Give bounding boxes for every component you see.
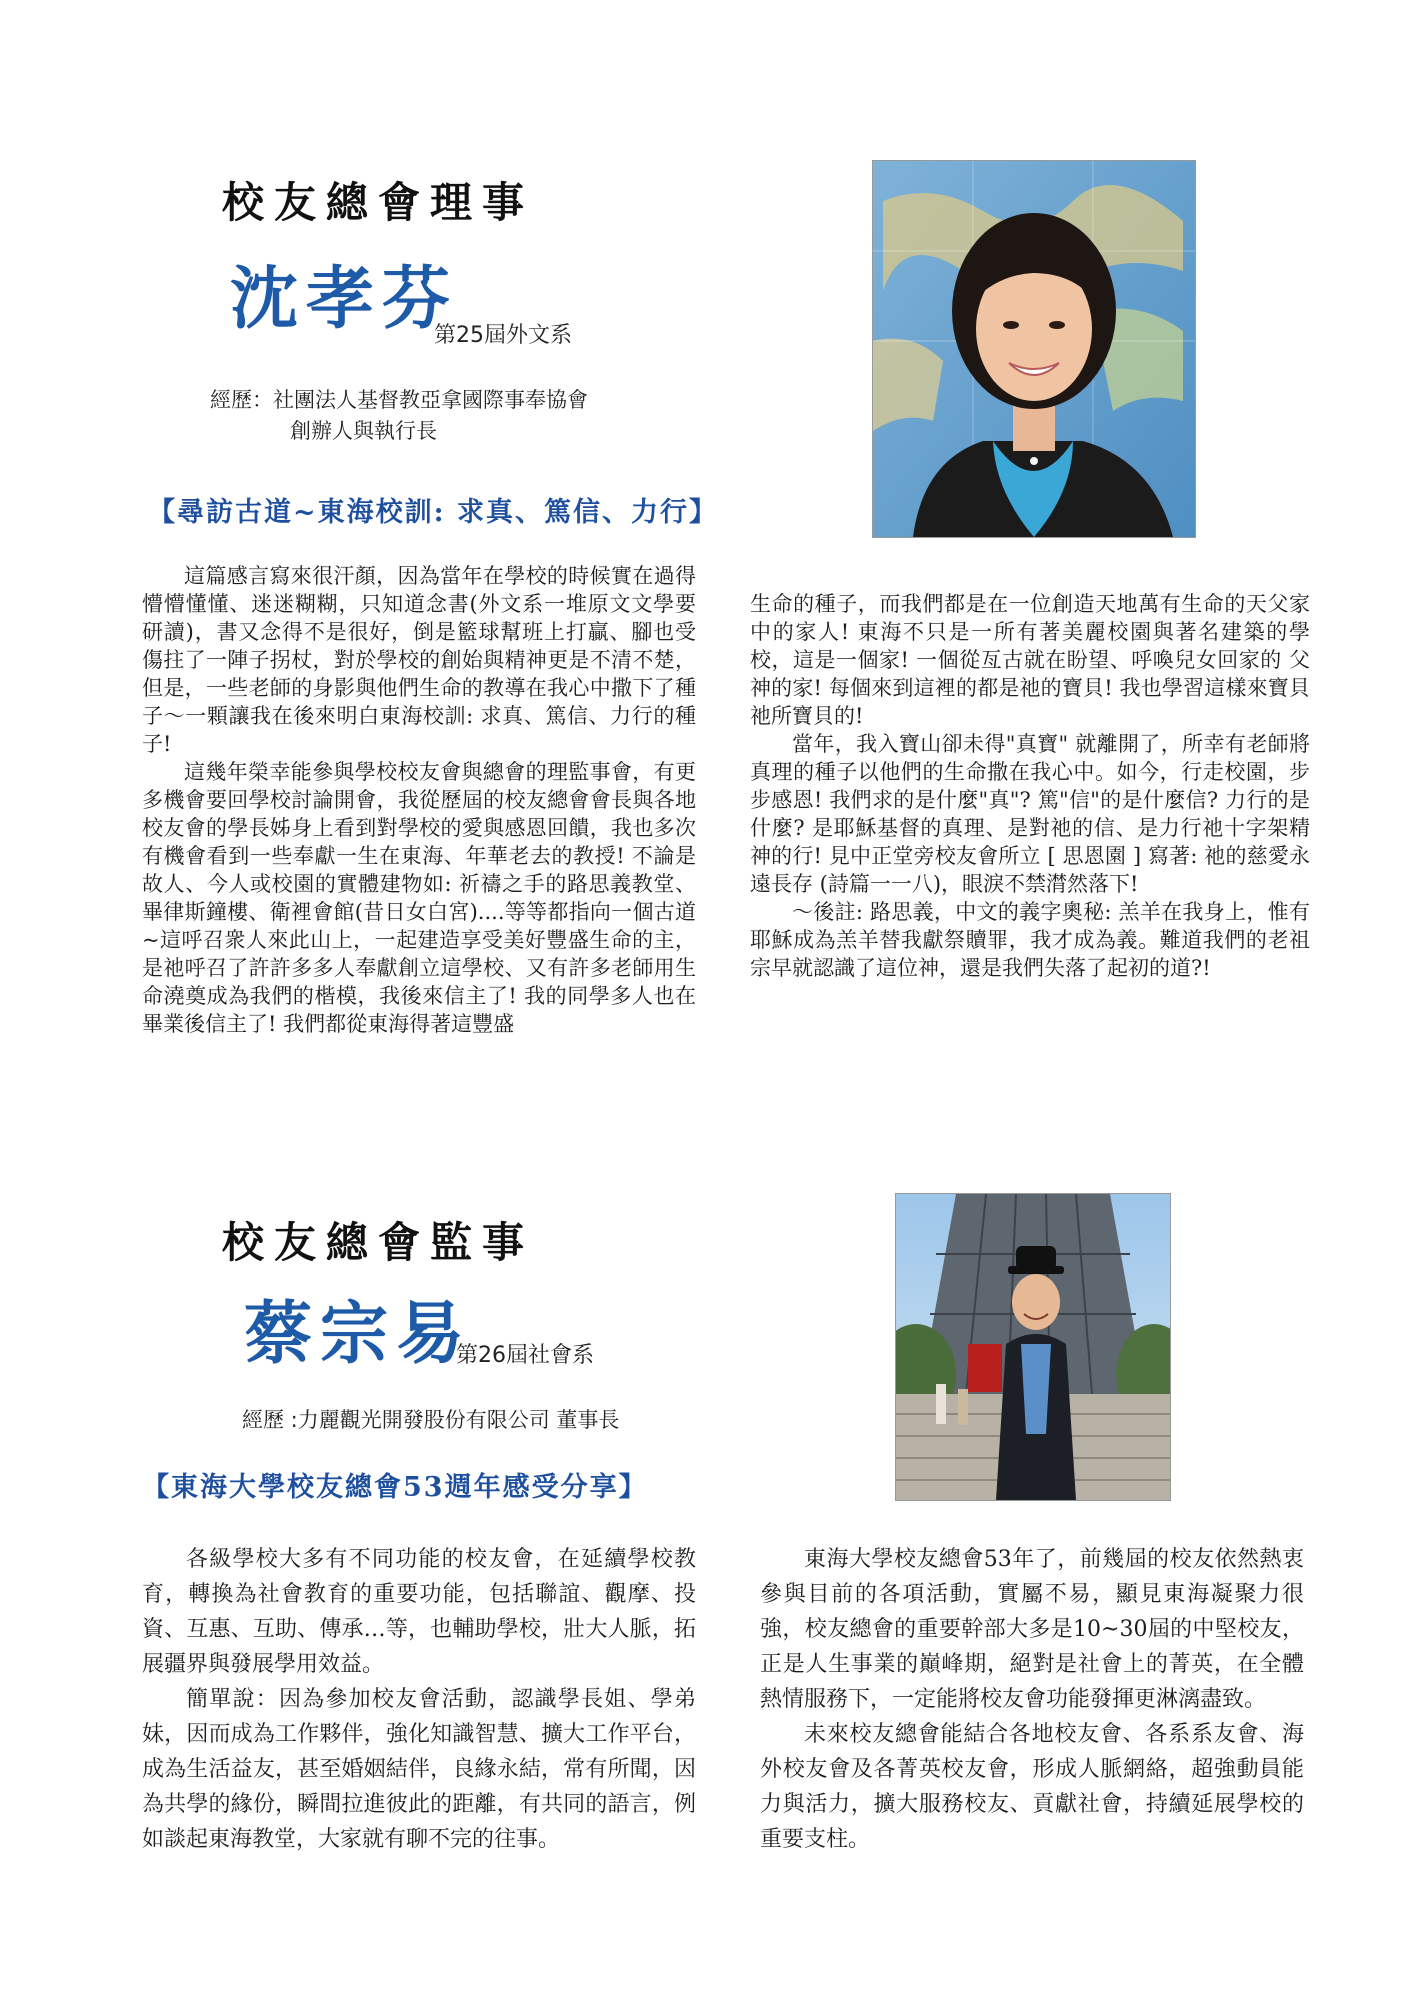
supervisor-name: 蔡宗易 xyxy=(244,1294,473,1374)
director-class-note: 第25屆外文系 xyxy=(434,323,572,348)
director-article-right-column xyxy=(750,590,1310,982)
director-article-paragraph: 這幾年榮幸能參與學校校友會與總會的理監事會，有更多機會要回學校討論開會，我從歷屆的校友總會會長與各地校友會的學長姊身上看到對學校的愛與感恩回饋，我也多次有機會看到一些奉獻一生在東海、年華老去的教授! 不論是故人、今人或校園的實體建物如: 祈禱之手的路思義教堂、畢律斯鐘樓、衛裡會館(昔日女白宮)....等等都指向一個古道~這呼召衆人來此山上，一起建造享受美好豐盛生命的主，是祂呼召了許許多多人奉獻創立這學校、又有許多老師用生命澆奠成為我們的楷模，我後來信主了! 我的同學多人也在畢業後信主了! 我們都從東海得著這豐盛 xyxy=(142,760,696,1036)
director-career xyxy=(210,385,588,447)
director-name: 沈孝芬 xyxy=(230,259,459,339)
director-portrait-image xyxy=(873,161,1195,537)
supervisor-article-left-column xyxy=(142,1542,696,1857)
role-title-director: 校友總會理事 xyxy=(222,178,535,227)
director-portrait-photo xyxy=(872,160,1196,538)
director-article-paragraph: 當年，我入寶山卻未得"真寶" 就離開了，所幸有老師將真理的種子以他們的生命撒在我心中。如今，行走校園，步步感恩! 我們求的是什麼"真"? 篤"信"的是什麼信? 力行的是什麼? 是耶穌基督的真理、是對祂的信、是力行祂十字架精神的行! 見中正堂旁校友會所立 [ 思恩園 ] 寫著: 祂的慈愛永遠長存 (詩篇一一八)，眼淚不禁潸然落下! xyxy=(750,732,1310,896)
supervisor-article-right-column xyxy=(760,1542,1304,1857)
director-article-heading: 【尋訪古道~東海校訓: 求真、篤信、力行】 xyxy=(148,497,718,528)
director-career-line2: 創辦人與執行長 xyxy=(290,419,437,443)
supervisor-article-heading: 【東海大學校友總會53週年感受分享】 xyxy=(142,1472,648,1503)
supervisor-article-paragraph: 各級學校大多有不同功能的校友會，在延續學校教育，轉換為社會教育的重要功能，包括聯誼、觀摩、投資、互惠、互助、傳承…等，也輔助學校，壯大人脈，拓展疆界與發展學用效益。 xyxy=(142,1547,696,1677)
supervisor-article-paragraph: 未來校友總會能結合各地校友會、各系系友會、海外校友會及各菁英校友會，形成人脈網絡，超強動員能力與活力，擴大服務校友、貢獻社會，持續延展學校的重要支柱。 xyxy=(760,1722,1304,1852)
supervisor-photo xyxy=(895,1193,1171,1501)
director-article-paragraph: 這篇感言寫來很汗顏，因為當年在學校的時候實在過得懵懵懂懂、迷迷糊糊，只知道念書(外文系一堆原文文學要研讀)，書又念得不是很好，倒是籃球幫班上打贏、腳也受傷拄了一陣子拐杖，對於學校的創始與精神更是不清不楚，但是，一些老師的身影與他們生命的教導在我心中撒下了種子～一顆讓我在後來明白東海校訓: 求真、篤信、力行的種子! xyxy=(142,564,696,756)
supervisor-class-note: 第26屆社會系 xyxy=(456,1343,594,1368)
supervisor-article-paragraph: 簡單說：因為參加校友會活動，認識學長姐、學弟妹，因而成為工作夥伴，強化知識智慧、擴大工作平台，成為生活益友，甚至婚姻結伴，良緣永結，常有所聞，因為共學的緣份，瞬間拉進彼此的距離，有共同的語言，例如談起東海教堂，大家就有聊不完的往事。 xyxy=(142,1687,696,1852)
supervisor-photo-image xyxy=(896,1194,1170,1500)
director-article-paragraph: 生命的種子，而我們都是在一位創造天地萬有生命的天父家中的家人! 東海不只是一所有著美麗校園與著名建築的學校，這是一個家! 一個從亙古就在盼望、呼喚兒女回家的 父神的家! 每個來到這裡的都是祂的寶貝! 我也學習這樣來寶貝祂所寶貝的! xyxy=(750,592,1310,728)
supervisor-article-paragraph: 東海大學校友總會53年了，前幾屆的校友依然熱衷參與目前的各項活動，實屬不易，顯見東海凝聚力很強，校友總會的重要幹部大多是10~30屆的中堅校友，正是人生事業的巔峰期，絕對是社會上的菁英，在全體熱情服務下，一定能將校友會功能發揮更淋漓盡致。 xyxy=(760,1547,1304,1712)
director-article-paragraph: ～後註: 路思義，中文的義字奧秘: 羔羊在我身上，惟有耶穌成為羔羊替我獻祭贖罪，我才成為義。難道我們的老祖宗早就認識了這位神，還是我們失落了起初的道?! xyxy=(750,900,1310,980)
director-career-line1: 經歷：社團法人基督教亞拿國際事奉協會 xyxy=(210,388,588,412)
supervisor-career: 經歷 :力麗觀光開發股份有限公司 董事長 xyxy=(242,1408,620,1432)
role-title-supervisor: 校友總會監事 xyxy=(222,1218,535,1267)
director-article-left-column xyxy=(142,562,696,1038)
